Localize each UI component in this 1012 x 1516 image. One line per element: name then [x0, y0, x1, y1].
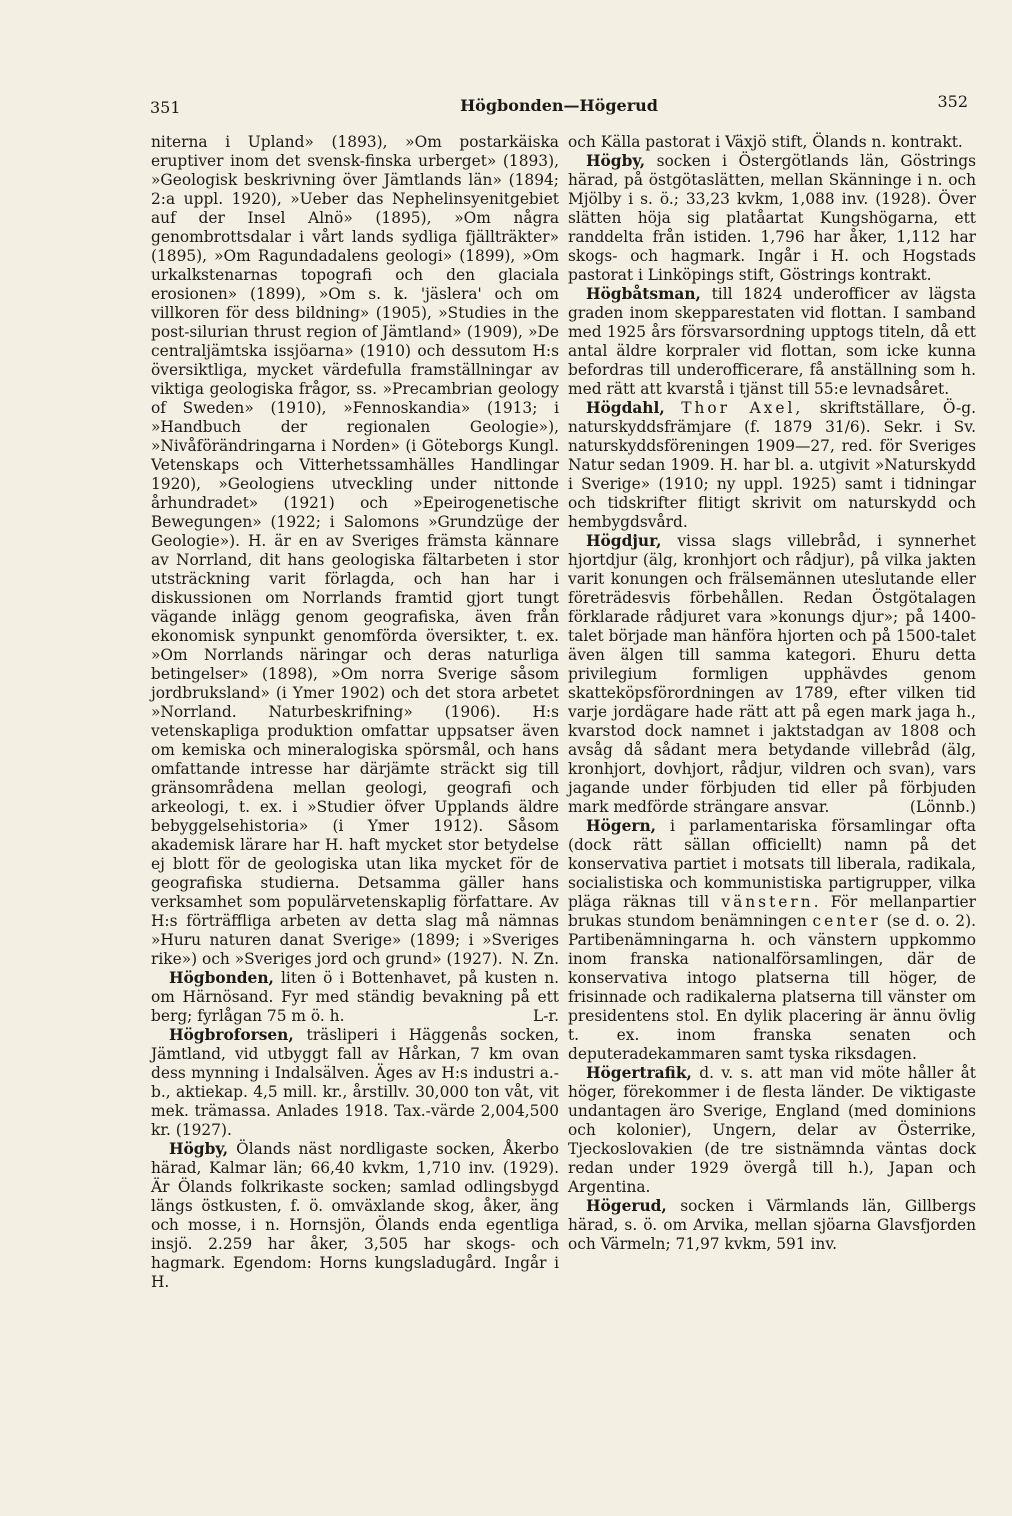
- page-number-left: 351: [150, 98, 181, 117]
- headword: Högertrafik,: [586, 1064, 692, 1082]
- entry-body: liten ö i Bottenhavet, på kusten n. om Härnösand. Fyr med ständig bevakning på ett berg; fyrlågan 75 m ö. h.: [151, 969, 559, 1025]
- entry-hogdahl: [568, 399, 976, 532]
- entry-hogern: [568, 817, 976, 1064]
- headword: Högby,: [169, 1140, 229, 1158]
- page-number-right: 352: [937, 92, 968, 111]
- entry-body: d. v. s. att man vid möte håller åt höger, förekommer i de flesta länder. De viktigaste undantagen äro Sverige, England (med dominions och kolonier), Ungern, delar av Österrike, Tjeckoslovakien (de tre sistnämnda väntas dock redan under 1929 övergå till h.), Japan och Argentina.: [568, 1064, 976, 1196]
- entry-hogerud: [568, 1197, 976, 1254]
- spaced-term: vänstern: [721, 893, 814, 911]
- continued-entry-text: och Källa pastorat i Växjö stift, Ölands n. kontrakt.: [568, 133, 963, 151]
- author-signature: Ö-g.: [942, 399, 976, 417]
- entry-body: skriftställare, naturskyddsfrämjare (f. 1879: [568, 399, 925, 436]
- spaced-term: center: [812, 912, 881, 930]
- entry-hogby-oland: [151, 1140, 559, 1292]
- entry-hogbroforsen: [151, 1026, 559, 1140]
- entry-body: träsliperi i Häggenås socken, Jämtland, vid utbyggt fall av Hårkan, 7 km ovan dess mynning i Indalsälven. Äges av H:s industri a.-b., aktiekap. 4,5 mill. kr., årstillv. 30,000 ton våt, vit mek. trämassa. Anlades 1918. Tax.-värde 2,004,500 kr. (1927).: [151, 1026, 559, 1139]
- headword: Högdahl,: [586, 399, 665, 417]
- headword: Högbåtsman,: [586, 285, 701, 303]
- author-signature: N. Zn.: [511, 950, 559, 968]
- continued-entry-text: [151, 133, 559, 969]
- entry-body: till 1824 underofficer av lägsta graden inom skepparestaten vid flottan. I samband med 1925 års försvarsordning upptogs titeln, då ett antal äldre korpraler vid flottan, som icke kunna befordras till underofficerare, få anställning som h. med rätt att kvarstå i tjänst till 55:e levnadsåret.: [568, 285, 976, 398]
- entry-body: (se d. o. 2). Partibenämningarna h. och vänstern uppkommo inom franska nationalförsamlingen, där de konservativa intogo platserna till höger, de frisinnade och radikalerna platserna till vänster om presidentens stol. En dylik placering är ännu övlig t. ex. inom franska senaten och deputeradekammaren samt tyska riksdagen.: [568, 912, 976, 1063]
- entry-hogbonden: [151, 969, 559, 1026]
- birth-date: 31/6: [825, 418, 860, 436]
- entry-body: socken i Östergötlands län, Göstrings härad, på östgötaslätten, mellan Skänninge i n. och Mjölby i s. ö.; 33,23 kvkm, 1,088 inv. (1928). Över slätten höja sig platåartat Kungshögarna, ett randdelta från istiden. 1,796 har åker, 1,112 har skogs- och hagmark. Ingår i H. och Hogstads pastorat i Linköpings stift, Göstrings kontrakt.: [568, 152, 976, 284]
- entry-body: Ölands näst nordligaste socken, Åkerbo härad, Kalmar län; 66,40 kvkm, 1,710 inv. (1929). Är Ölands folkrikaste socken; samlad odlingsbygd längs östkusten, f. ö. omväxlande skog, åker, äng och mosse, i n. Hornsjön, Ölands enda egentliga insjö. 2.259 har åker, 3,505 har skogs- och hagmark. Egendom: Horns kungsladugård. Ingår i H.: [151, 1140, 559, 1291]
- entry-body: . För mellanpartier brukas stundom benämningen: [568, 893, 976, 930]
- entry-hogdjur: [568, 532, 976, 817]
- running-title: Högbonden—Högerud: [460, 96, 658, 115]
- entry-hogby-ostergotland: [568, 152, 976, 285]
- entry-body: vissa slags villebråd, i synnerhet hjortdjur (älg, kronhjort och rådjur), på vilka jakten varit konungen och frälsemännen uteslutande eller företrädesvis förbehållen. Redan Östgötalagen förklarade rådjuret vara »konungs djur»; på 1400-talet började man hänföra hjorten och på 1500-talet även älgen till samma kategori. Ehuru detta privilegium formligen upphävdes genom skatteköpsförordningen av 1789, efter vilken tid varje jordägare hade rätt att på egen mark jaga h., kvarstod dock namnet i jaktstadgan av 1808 och avsåg då sådant mera betydande villebråd (älg, kronhjort, dovhjort, rådjur, vildren och svan), vars jagande under förbjuden tid eller på förbjuden mark medförde strängare ansvar.: [568, 532, 976, 816]
- entry-body: i parlamentariska församlingar ofta (dock rätt sällan officiellt) namn på det konservativa partiet i motsats till liberala, radikala, socialistiska och kommunistiska partigrupper, vilka pläga räknas till: [568, 817, 976, 911]
- headword: Högerud,: [586, 1197, 667, 1215]
- headword: Högdjur,: [586, 532, 662, 550]
- continued-entry-body: niterna i Upland» (1893), »Om postarkäiska eruptiver inom det svensk-finska urberget» (1893), »Geologisk beskrivning över Jämtlands län» (1894; 2:a uppl. 1920), »Ueber das Nephelinsyenitgebiet auf der Insel Alnö» (1895), »Om några genombrottsdalar i vårt lands sydliga fjällträkter» (1895), »Om Ragundadalens geologi» (1899), »Om urkalkstenarnas topografi och den glaciala erosionen» (1899), »Om s. k. 'jäslera' och om villkoren för dess bildning» (1905), »Studies in the post-silurian thrust region of Jämtland» (1909), »De centraljämtska issjöarna» (1910) och dessutom H:s översiktliga, mycket värdefulla framställningar av viktiga geologiska frågor, ss. »Precambrian geology of Sweden» (1910), »Fennoskandia» (1913; i »Handbuch der regionalen Geologie»), »Nivåförändringarna i Norden» (i Göteborgs Kungl. Vetenskaps och Vitterhetssamhälles Handlingar 1920), »Geologiens utveckling under nittonde århundradet» (1921) och »Epeirogenetische Bewegungen» (1922; i Salomons »Grundzüge der Geologie»). H. är en av Sveriges främsta kännare av Norrland, dit hans geologiska fältarbeten i stor utsträckning varit förlagda, och han har i diskussionen om Norrlands framtid gjort tungt vägande inlägg genom geografiska, även från ekonomisk synpunkt genomförda översikter, t. ex. »Om Norrlands näringar och deras naturliga betingelser» (1898), »Om norra Sverige såsom jordbruksland» (i Ymer 1902) och det stora arbetet »Norrland. Naturbeskrifning» (1906). H:s vetenskapliga produktion omfattar uppsatser även om kemiska och mineralogiska spörsmål, och hans omfattande intresse har därjämte sträckt sig till gränsområdena mellan geologi, geografi och arkeologi, t. ex. i »Studier öfver Upplands äldre bebyggelsehistoria» (i Ymer 1912). Såsom akademisk lärare har H. haft mycket stor betydelse ej blott för de geologiska utan lika mycket för de geografiska studierna. Detsamma gäller hans verksamhet som populärvetenskaplig författare. Av H:s förträffliga arbeten av detta slag må nämnas »Huru naturen danat Sverige» (1899; i »Sveriges rike») och »Sveriges jord och grund» (1927).: [151, 133, 559, 968]
- entry-body: ). Sekr. i Sv. naturskyddsföreningen 1909—27, red. för Sveriges Natur sedan 1909. H. har bl. a. utgivit »Naturskydd i Sverige» (1910; ny uppl. 1925) samt i tidningar och tidskrifter flitigt skrivit om naturskydd och hembygdsvård.: [568, 418, 976, 531]
- right-column: [568, 133, 976, 1254]
- headword: Högern,: [586, 817, 657, 835]
- entry-body: socken i Värmlands län, Gillbergs härad, s. ö. om Arvika, mellan sjöarna Glavsfjorden och Värmeln; 71,97 kvkm, 591 inv.: [568, 1197, 976, 1253]
- author-signature: L-r.: [533, 1007, 559, 1025]
- headword: Högby,: [586, 152, 646, 170]
- page-header: [150, 92, 968, 120]
- headword: Högbroforsen,: [169, 1026, 294, 1044]
- author-signature: (Lönnb.): [909, 798, 976, 816]
- left-column: [151, 133, 559, 1292]
- person-name: Thor Axel,: [681, 399, 804, 417]
- headword: Högbonden,: [169, 969, 274, 987]
- entry-hogertrafik: [568, 1064, 976, 1197]
